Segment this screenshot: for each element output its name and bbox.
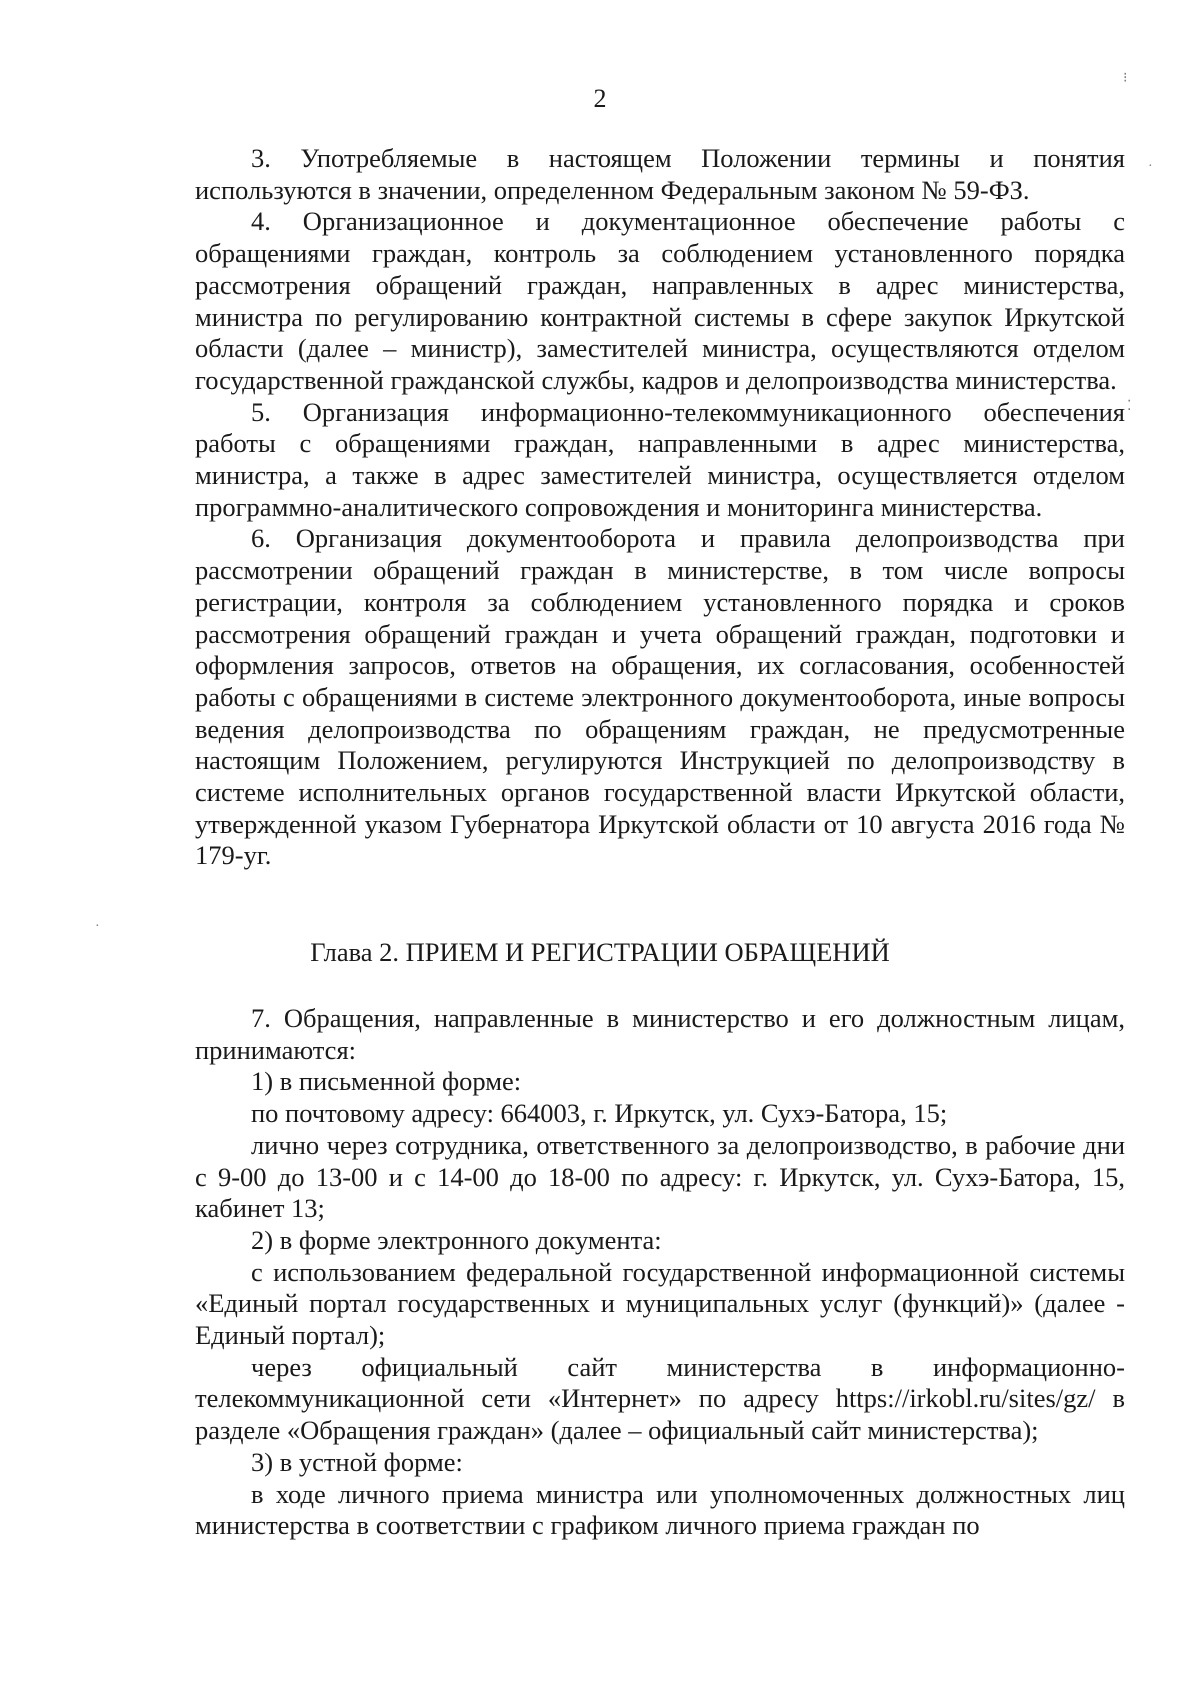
list-item-electronic-form: 2) в форме электронного документа:	[251, 1224, 662, 1255]
paragraph-4: 4. Организационное и документационное обеспечение работы с обращениями граждан, контроль за соблюдением установленного порядка рассмотрения обращений граждан, направленных в адрес министерства, министра по регулированию контрактной системы в сфере закупок Иркутской области (далее – министр), заместителей министра, осуществляются отделом государственной гражданской службы, кадров и делопроизводства министерства.	[195, 206, 1125, 395]
scan-speck: ·	[1148, 159, 1153, 174]
paragraph-5: 5. Организация информационно-телекоммуникационного обеспечения работы с обращениями граждан, направленными в адрес министерства, министра, а также в адрес заместителей министра, осуществляется отделом программно-аналитического сопровождения и мониторинга министерства.	[195, 396, 1125, 522]
list-item-single-portal: с использованием федеральной государственной информационной системы «Единый портал государственных и муниципальных услуг (функций)» (далее - Единый портал);	[195, 1256, 1125, 1351]
list-item-oral-form: 3) в устной форме:	[251, 1446, 463, 1477]
paragraph-6: 6. Организация документооборота и правила делопроизводства при рассмотрении обращений граждан в министерстве, в том числе вопросы регистрации, контроля за соблюдением установленного порядка и сроков рассмотрения обращений граждан и учета обращений граждан, подготовки и оформления запросов, ответов на обращения, их согласования, особенностей работы с обращениями в системе электронного документооборота, иные вопросы ведения делопроизводства по обращениям граждан, не предусмотренные настоящим Положением, регулируются Инструкцией по делопроизводству в системе исполнительных органов государственной власти Иркутской области, утвержденной указом Губернатора Иркутской области от 10 августа 2016 года № 179-уг.	[195, 523, 1125, 871]
list-item-official-site: через официальный сайт министерства в информационно-телекоммуникационной сети «Интернет» по адресу https://irkobl.ru/sites/gz/ в разделе «Обращения граждан» (далее – официальный сайт министерства);	[195, 1351, 1125, 1446]
paragraph-7: 7. Обращения, направленные в министерство и его должностным лицам, принимаются:	[195, 1003, 1125, 1065]
section-general-provisions	[195, 143, 1125, 872]
page-number: 2	[593, 84, 607, 113]
list-item-postal-address: по почтовому адресу: 664003, г. Иркутск, ул. Сухэ-Батора, 15;	[251, 1098, 948, 1129]
scan-speck: ⁚	[1127, 399, 1132, 414]
scan-speck: ·	[95, 919, 100, 934]
list-item-personal-reception: в ходе личного приема министра или уполномоченных должностных лиц министерства в соответствии с графиком личного приема граждан по	[195, 1478, 1125, 1541]
chapter-title: Глава 2. ПРИЕМ И РЕГИСТРАЦИИ ОБРАЩЕНИЙ	[310, 937, 890, 967]
list-item-in-person: лично через сотрудника, ответственного за делопроизводство, в рабочие дни с 9-00 до 13-00 и с 14-00 до 18-00 по адресу: г. Иркутск, ул. Сухэ-Батора, 15, кабинет 13;	[195, 1129, 1125, 1224]
section-reception	[195, 1003, 1125, 1542]
paragraph-3: 3. Употребляемые в настоящем Положении термины и понятия используются в значении, определенном Федеральным законом № 59-ФЗ.	[195, 143, 1125, 205]
scan-speck: ⁝	[1123, 71, 1128, 86]
list-item-written-form: 1) в письменной форме:	[251, 1066, 522, 1097]
